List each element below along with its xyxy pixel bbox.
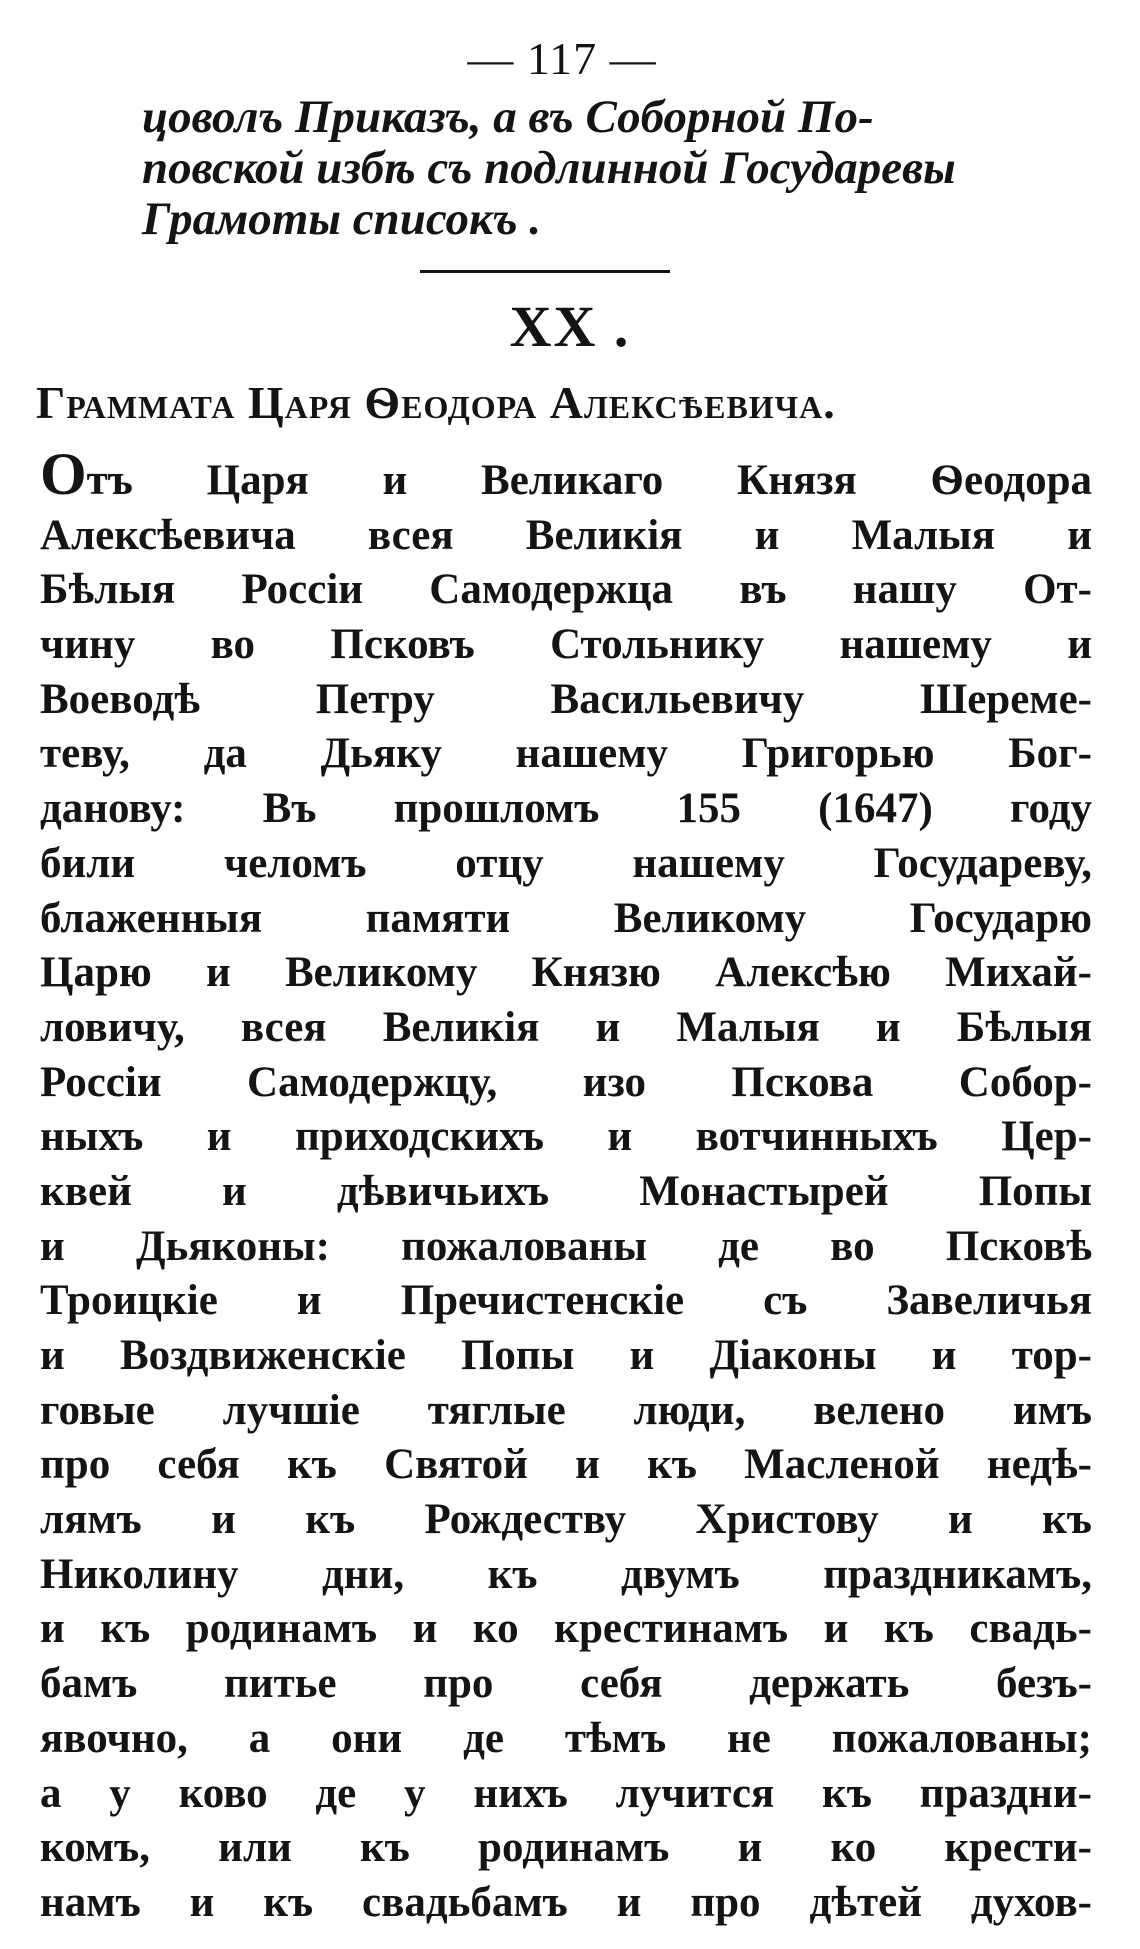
body-line: бамъ питье про себя держать безъ- [40, 1660, 1092, 1708]
body-line: и Воздвиженскіе Попы и Діаконы и тор- [40, 1332, 1092, 1379]
intro-line: Грамоты списокъ . [142, 193, 542, 245]
body-line: говые лучшіе тяглые люди, велено имъ [40, 1386, 1092, 1434]
body-line: а у ково де у нихъ лучится къ праздни- [40, 1769, 1092, 1817]
body-line: про себя къ Святой и къ Масленой недѣ- [40, 1441, 1092, 1489]
body-line-first [40, 454, 1092, 509]
document-body [40, 454, 1092, 1931]
body-line: намъ и къ свадьбамъ и про дѣтей духов- [40, 1878, 1092, 1926]
body-line: и къ родинамъ и ко крестинамъ и къ свадь- [40, 1605, 1092, 1653]
body-line: лямъ и къ Рождеству Христову и къ [40, 1496, 1092, 1544]
body-line: Россіи Самодержцу, изо Пскова Собор- [40, 1058, 1092, 1106]
body-line: данову: Въ прошломъ 155 (1647) году [40, 785, 1092, 833]
first-line-rest: тъ Царя и Великаго Князя Ѳеодора [86, 457, 1092, 504]
body-line: чину во Псковъ Стольнику нашему и [40, 621, 1092, 669]
intro-line: цоволъ Приказъ, а въ Соборной По- [142, 91, 874, 143]
body-line: ныхъ и приходскихъ и вотчинныхъ Цер- [40, 1113, 1092, 1161]
body-line: явочно, а они де тѣмъ не пожалованы; [40, 1714, 1092, 1762]
body-line: Царю и Великому Князю Алексѣю Михай- [40, 949, 1092, 997]
body-line: Алексѣевича всея Великія и Малыя и [40, 511, 1092, 559]
drop-initial: О [40, 454, 87, 507]
document-heading: Граммата Царя Ѳеодора Алексѣевича. [36, 377, 836, 428]
body-line: ловичу, всея Великія и Малыя и Бѣлыя [40, 1003, 1092, 1051]
body-line: Николину дни, къ двумъ праздникамъ, [40, 1550, 1092, 1598]
intro-continuation-text [142, 92, 1042, 245]
body-line: квей и дѣвичьихъ Монастырей Попы [40, 1167, 1092, 1215]
body-line: теву, да Дьяку нашему Григорью Бог- [40, 730, 1092, 778]
body-line: Воеводѣ Петру Васильевичу Шереме- [40, 675, 1092, 723]
section-number: XX . [509, 294, 631, 359]
page-number: — 117 — [467, 33, 657, 84]
body-line: комъ, или къ родинамъ и ко крести- [40, 1824, 1092, 1872]
body-line: Бѣлыя Россіи Самодержца въ нашу От- [40, 566, 1092, 614]
body-line: били челомъ отцу нашему Государеву, [40, 839, 1092, 887]
body-line: и Дьяконы: пожалованы де во Псковѣ [40, 1222, 1092, 1270]
body-line: Троицкіе и Пречистенскіе съ Завеличья [40, 1277, 1092, 1325]
section-divider [420, 270, 670, 273]
body-line: блаженныя памяти Великому Государю [40, 894, 1092, 942]
intro-line: повской избѣ съ подлинной Государевы [142, 142, 956, 194]
